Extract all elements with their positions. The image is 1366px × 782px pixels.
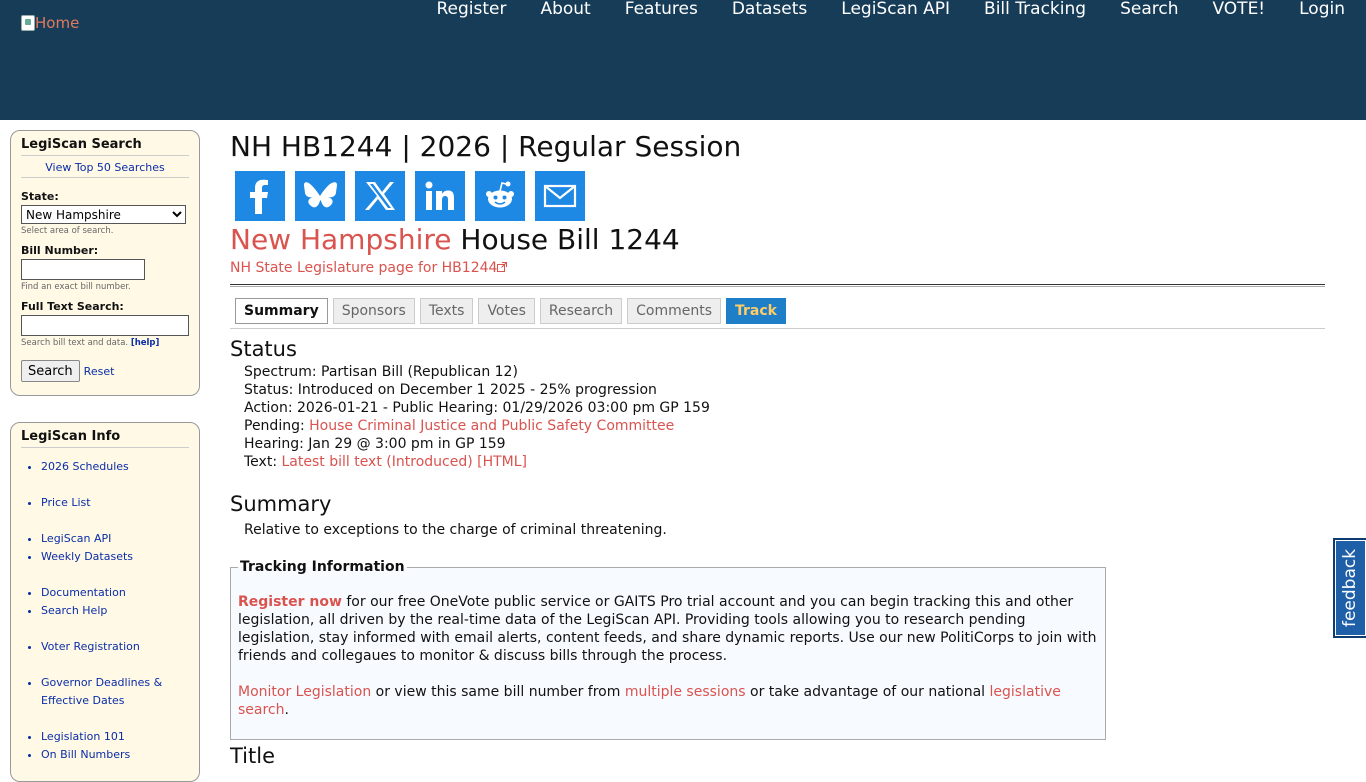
top-nav bbox=[419, 0, 1366, 22]
title-heading: Title bbox=[230, 744, 276, 768]
status-section bbox=[230, 363, 1325, 471]
search-box-title: LegiScan Search bbox=[21, 137, 189, 156]
summary-heading: Summary bbox=[230, 492, 332, 516]
linkedin-icon bbox=[422, 178, 458, 214]
pending-committee-link[interactable]: House Criminal Justice and Public Safety Committee bbox=[309, 418, 675, 434]
info-link-governor-deadlines[interactable]: Governor Deadlines & Effective Dates bbox=[41, 676, 163, 707]
nav-search[interactable]: Search bbox=[1120, 0, 1179, 19]
list-item bbox=[41, 494, 189, 512]
status-pending bbox=[244, 417, 1325, 435]
nav-features[interactable]: Features bbox=[624, 0, 698, 19]
info-link-datasets[interactable]: Weekly Datasets bbox=[41, 550, 134, 563]
bill-number-hint: Find an exact bill number. bbox=[21, 282, 131, 292]
top-50-searches-link[interactable]: View Top 50 Searches bbox=[21, 161, 189, 178]
status-action: Action: 2026-01-21 - Public Hearing: 01/29/2026 03:00 pm GP 159 bbox=[244, 400, 710, 416]
site-header bbox=[0, 0, 1366, 120]
list-item bbox=[41, 548, 189, 566]
bill-number-label: Bill Number: bbox=[21, 244, 99, 257]
list-item bbox=[41, 674, 189, 710]
status-status: Status: Introduced on December 1 2025 - 25% progression bbox=[244, 382, 657, 398]
nav-datasets[interactable]: Datasets bbox=[731, 0, 808, 19]
share-buttons bbox=[235, 171, 1325, 221]
bill-number-input[interactable] bbox=[21, 259, 145, 280]
share-email-button[interactable] bbox=[535, 171, 585, 221]
state-legislature-link-text: NH State Legislature page for HB1244 bbox=[230, 260, 498, 276]
home-logo-alt: Home bbox=[35, 14, 80, 32]
feedback-label: feedback bbox=[1340, 548, 1361, 628]
bill-number: House Bill 1244 bbox=[460, 223, 680, 256]
home-logo-link[interactable] bbox=[21, 14, 79, 32]
info-links bbox=[21, 458, 189, 764]
main-content bbox=[230, 128, 1325, 770]
list-item bbox=[41, 602, 189, 620]
list-item bbox=[41, 584, 189, 602]
list-item bbox=[41, 728, 189, 746]
tab-track[interactable]: Track bbox=[726, 298, 786, 324]
full-text-hint bbox=[21, 338, 189, 348]
external-link-icon bbox=[497, 262, 507, 272]
info-link-price-list[interactable]: Price List bbox=[41, 496, 91, 509]
full-text-hint-text: Search bill text and data. bbox=[21, 338, 129, 348]
divider bbox=[230, 284, 1325, 287]
latest-bill-text-link[interactable]: Latest bill text (Introduced) [HTML] bbox=[281, 454, 528, 470]
page-title: NH HB1244 | 2026 | Regular Session bbox=[230, 130, 742, 163]
tracking-legend: Tracking Information bbox=[240, 559, 405, 575]
multiple-sessions-link[interactable]: multiple sessions bbox=[624, 684, 746, 700]
reddit-icon bbox=[482, 178, 518, 214]
info-link-schedules[interactable]: 2026 Schedules bbox=[41, 460, 129, 473]
search-button[interactable]: Search bbox=[21, 360, 80, 382]
summary-text: Relative to exceptions to the charge of criminal threatening. bbox=[244, 522, 667, 538]
tab-sponsors[interactable]: Sponsors bbox=[333, 298, 415, 324]
tab-summary[interactable]: Summary bbox=[235, 298, 328, 324]
feedback-tab[interactable] bbox=[1333, 538, 1366, 638]
nav-login[interactable]: Login bbox=[1299, 0, 1345, 19]
info-link-bill-numbers[interactable]: On Bill Numbers bbox=[41, 748, 131, 761]
tracking-mid2: or take advantage of our national bbox=[745, 684, 990, 700]
nav-about[interactable]: About bbox=[540, 0, 591, 19]
tab-texts[interactable]: Texts bbox=[420, 298, 474, 324]
monitor-legislation-link[interactable]: Monitor Legislation bbox=[238, 684, 372, 700]
tracking-paragraph-2 bbox=[238, 683, 1098, 719]
search-button-row bbox=[21, 360, 189, 382]
pending-label: Pending: bbox=[244, 418, 305, 434]
status-heading: Status bbox=[230, 337, 297, 361]
bill-heading bbox=[230, 223, 1325, 257]
nav-legiscan-api[interactable]: LegiScan API bbox=[841, 0, 951, 19]
register-now-link[interactable]: Register now bbox=[238, 594, 342, 610]
state-select[interactable] bbox=[21, 205, 186, 224]
legiscan-search-box bbox=[10, 130, 200, 396]
nav-vote[interactable]: VOTE! bbox=[1212, 0, 1266, 19]
tab-comments[interactable]: Comments bbox=[627, 298, 721, 324]
share-linkedin-button[interactable] bbox=[415, 171, 465, 221]
full-text-label: Full Text Search: bbox=[21, 300, 124, 313]
state-legislature-link[interactable] bbox=[230, 260, 507, 276]
bill-tabs bbox=[230, 298, 1325, 329]
bluesky-icon bbox=[302, 178, 338, 214]
list-item bbox=[41, 638, 189, 656]
list-item bbox=[41, 746, 189, 764]
share-x-button[interactable] bbox=[355, 171, 405, 221]
share-facebook-button[interactable] bbox=[235, 171, 285, 221]
help-link[interactable]: [help] bbox=[130, 338, 160, 348]
email-icon bbox=[542, 178, 578, 214]
status-hearing: Hearing: Jan 29 @ 3:00 pm in GP 159 bbox=[244, 436, 506, 452]
legiscan-info-box bbox=[10, 422, 200, 782]
x-icon bbox=[362, 178, 398, 214]
tab-votes[interactable]: Votes bbox=[478, 298, 534, 324]
broken-image-icon bbox=[21, 15, 35, 31]
info-link-search-help[interactable]: Search Help bbox=[41, 604, 108, 617]
tracking-mid1: or view this same bill number from bbox=[371, 684, 625, 700]
info-box-title: LegiScan Info bbox=[21, 429, 189, 448]
share-bluesky-button[interactable] bbox=[295, 171, 345, 221]
tab-research[interactable]: Research bbox=[540, 298, 622, 324]
reset-link[interactable]: Reset bbox=[83, 364, 115, 378]
state-label: State: bbox=[21, 190, 59, 203]
state-hint: Select area of search. bbox=[21, 226, 114, 236]
facebook-icon bbox=[242, 178, 278, 214]
nav-bill-tracking[interactable]: Bill Tracking bbox=[984, 0, 1087, 19]
text-label: Text: bbox=[244, 454, 278, 470]
info-link-api[interactable]: LegiScan API bbox=[41, 532, 112, 545]
legislative-search-link[interactable]: legislative search bbox=[238, 684, 1061, 718]
share-reddit-button[interactable] bbox=[475, 171, 525, 221]
state-link[interactable]: New Hampshire bbox=[230, 223, 452, 256]
list-item bbox=[41, 458, 189, 476]
info-link-documentation[interactable]: Documentation bbox=[41, 586, 126, 599]
list-item bbox=[41, 530, 189, 548]
tracking-end: . bbox=[284, 702, 289, 718]
full-text-input[interactable] bbox=[21, 315, 189, 336]
nav-register[interactable]: Register bbox=[436, 0, 507, 19]
status-text bbox=[244, 453, 1325, 471]
info-link-voter-registration[interactable]: Voter Registration bbox=[41, 640, 140, 653]
info-link-legislation-101[interactable]: Legislation 101 bbox=[41, 730, 125, 743]
status-spectrum: Spectrum: Partisan Bill (Republican 12) bbox=[244, 364, 518, 380]
tracking-paragraph-1 bbox=[238, 593, 1098, 665]
tracking-para1-text: for our free OneVote public service or GAITS Pro trial account and you can begin tracking this and other legislation, all driven by the real-time data of the LegiScan API. Providing tools allowing you to research pending legislation, stay informed with email alerts, content feeds, and share dynamic reports. Use our new PolitiCorps to join with friends and collegaues to monitor & discuss bills through the process. bbox=[238, 594, 1097, 664]
tracking-info-box bbox=[230, 559, 1106, 740]
